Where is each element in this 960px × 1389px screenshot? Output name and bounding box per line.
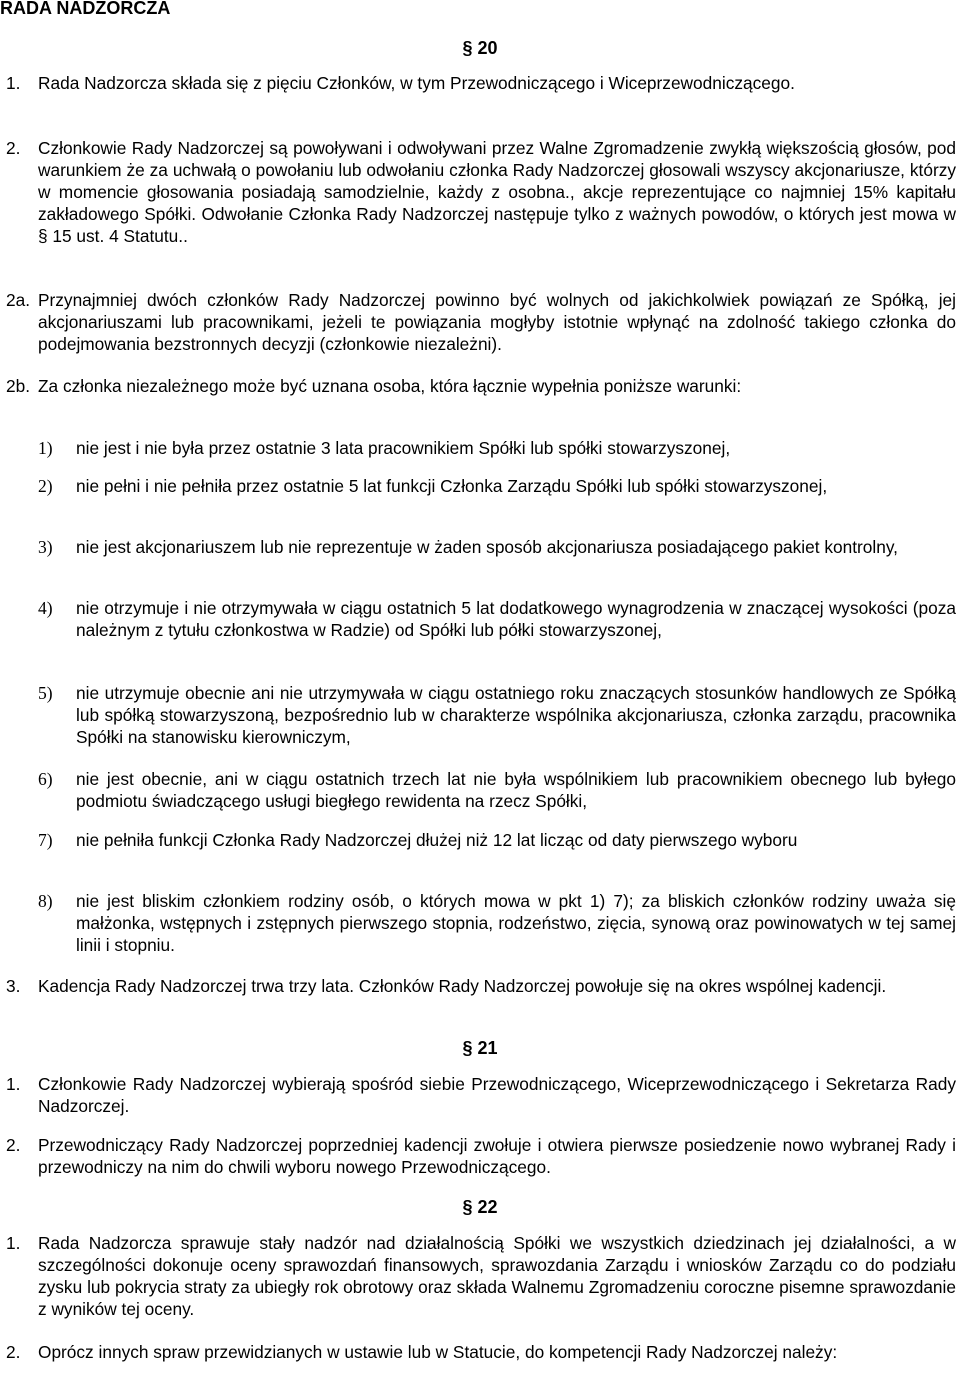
condition-item-3 — [38, 536, 956, 558]
s22-paragraph-1 — [6, 1232, 956, 1320]
paragraph-number: 2b. — [6, 376, 31, 396]
paragraph-number: 2. — [6, 1342, 21, 1362]
item-text: nie jest obecnie, ani w ciągu ostatnich trzech lat nie była wspólnikiem lub pracownikiem obecnego lub byłego podmiotu świadczącego usługi biegłego rewidenta na rzecz Spółki, — [76, 769, 956, 811]
s22-paragraph-2 — [6, 1341, 956, 1363]
s20-paragraph-2 — [6, 137, 956, 247]
s20-paragraph-2a — [6, 289, 956, 355]
item-text: nie utrzymuje obecnie ani nie utrzymywała w ciągu ostatniego roku znaczących stosunków handlowych ze Spółką lub spółką stowarzyszoną, bezpośrednio lub w charakterze wspólnika akcjonariusza, członka zarządu, pracownika Spółki na stanowisku kierowniczym, — [76, 683, 956, 747]
item-number: 4) — [38, 598, 53, 618]
paragraph-text: Członkowie Rady Nadzorczej wybierają spośród siebie Przewodniczącego, Wiceprzewodniczącego i Sekretarza Rady Nadzorczej. — [38, 1074, 956, 1116]
s21-paragraph-2 — [6, 1134, 956, 1178]
condition-item-1 — [38, 437, 956, 459]
paragraph-number: 1. — [6, 73, 21, 93]
s20-paragraph-1 — [6, 72, 956, 94]
paragraph-number: 2a. — [6, 290, 31, 310]
item-number: 2) — [38, 476, 53, 496]
paragraph-number: 1. — [6, 1233, 21, 1253]
item-number: 1) — [38, 438, 53, 458]
item-number: 7) — [38, 830, 53, 850]
item-text: nie jest akcjonariuszem lub nie reprezentuje w żaden sposób akcjonariusza posiadającego pakiet kontrolny, — [76, 537, 898, 557]
paragraph-number: 2. — [6, 138, 21, 158]
condition-item-4 — [38, 597, 956, 641]
paragraph-text: Za członka niezależnego może być uznana osoba, która łącznie wypełnia poniższe warunki: — [38, 376, 742, 396]
item-number: 6) — [38, 769, 53, 789]
item-number: 8) — [38, 891, 53, 911]
paragraph-text: Kadencja Rady Nadzorczej trwa trzy lata. Członków Rady Nadzorczej powołuje się na okres wspólnej kadencji. — [38, 976, 887, 996]
condition-item-6 — [38, 768, 956, 812]
paragraph-text: Członkowie Rady Nadzorczej są powoływani i odwoływani przez Walne Zgromadzenie zwykłą większością głosów, pod warunkiem że za uchwałą o powołaniu lub odwołaniu członka Rady Nadzorczej głosowali wszyscy akcjonariusze, którzy w momencie głosowania posiadają samodzielnie, każdy z osobna., akcje reprezentujące co najmniej 15% kapitału zakładowego Spółki. Odwołanie Członka Rady Nadzorczej następuje tylko z ważnych powodów, o których jest mowa w § 15 ust. 4 Statutu.. — [38, 138, 956, 246]
item-text: nie pełniła funkcji Członka Rady Nadzorczej dłużej niż 12 lat licząc od daty pierwszego wyboru — [76, 830, 798, 850]
section-22-title: § 22 — [462, 1197, 498, 1217]
condition-item-2 — [38, 475, 956, 497]
condition-item-7 — [38, 829, 956, 851]
item-text: nie jest i nie była przez ostatnie 3 lata pracownikiem Spółki lub spółki stowarzyszonej, — [76, 438, 731, 458]
paragraph-text: Oprócz innych spraw przewidzianych w ustawie lub w Statucie, do kompetencji Rady Nadzorczej należy: — [38, 1342, 838, 1362]
condition-item-5 — [38, 682, 956, 748]
s20-paragraph-3 — [6, 975, 956, 997]
item-text: nie jest bliskim członkiem rodziny osób, o których mowa w pkt 1) 7); za bliskich członków rodziny uważa się małżonka, wstępnych i zstępnych pierwszego stopnia, rodzeństwo, zięcia, synową oraz powinowatych w tej samej linii i stopniu. — [76, 891, 956, 955]
section-21-title: § 21 — [462, 1038, 498, 1058]
paragraph-number: 3. — [6, 976, 21, 996]
paragraph-text: Rada Nadzorcza składa się z pięciu Członków, w tym Przewodniczącego i Wiceprzewodniczącego. — [38, 73, 795, 93]
s20-paragraph-2b — [6, 375, 956, 397]
chapter-heading: RADA NADZORCZA — [0, 0, 171, 18]
item-number: 5) — [38, 683, 53, 703]
item-number: 3) — [38, 537, 53, 557]
section-20-title: § 20 — [462, 38, 498, 58]
item-text: nie otrzymuje i nie otrzymywała w ciągu ostatnich 5 lat dodatkowego wynagrodzenia w znaczącej wysokości (poza należnym z tytułu członkostwa w Radzie) od Spółki lub półki stowarzyszonej, — [76, 598, 956, 640]
paragraph-number: 1. — [6, 1074, 21, 1094]
paragraph-text: Rada Nadzorcza sprawuje stały nadzór nad działalnością Spółki we wszystkich dziedzinach jej działalności, a w szczególności dokonuje oceny sprawozdań finansowych, sprawozdania Zarządu i wniosków Zarządu co do podziału zysku lub pokrycia straty za ubiegły rok obrotowy oraz składa Walnemu Zgromadzeniu coroczne pisemne sprawozdanie z wyników tej oceny. — [38, 1233, 956, 1319]
paragraph-number: 2. — [6, 1135, 21, 1155]
condition-item-8 — [38, 890, 956, 956]
item-text: nie pełni i nie pełniła przez ostatnie 5 lat funkcji Członka Zarządu Spółki lub spółki stowarzyszonej, — [76, 476, 828, 496]
s21-paragraph-1 — [6, 1073, 956, 1117]
paragraph-text: Przewodniczący Rady Nadzorczej poprzedniej kadencji zwołuje i otwiera pierwsze posiedzenie nowo wybranej Rady i przewodniczy na nim do chwili wyboru nowego Przewodniczącego. — [38, 1135, 956, 1177]
paragraph-text: Przynajmniej dwóch członków Rady Nadzorczej powinno być wolnych od jakichkolwiek powiązań ze Spółką, jej akcjonariuszami lub pracownikami, jeżeli te powiązania mogłyby istotnie wpłynąć na zdolność takiego członka do podejmowania bezstronnych decyzji (członkowie niezależni). — [38, 290, 956, 354]
